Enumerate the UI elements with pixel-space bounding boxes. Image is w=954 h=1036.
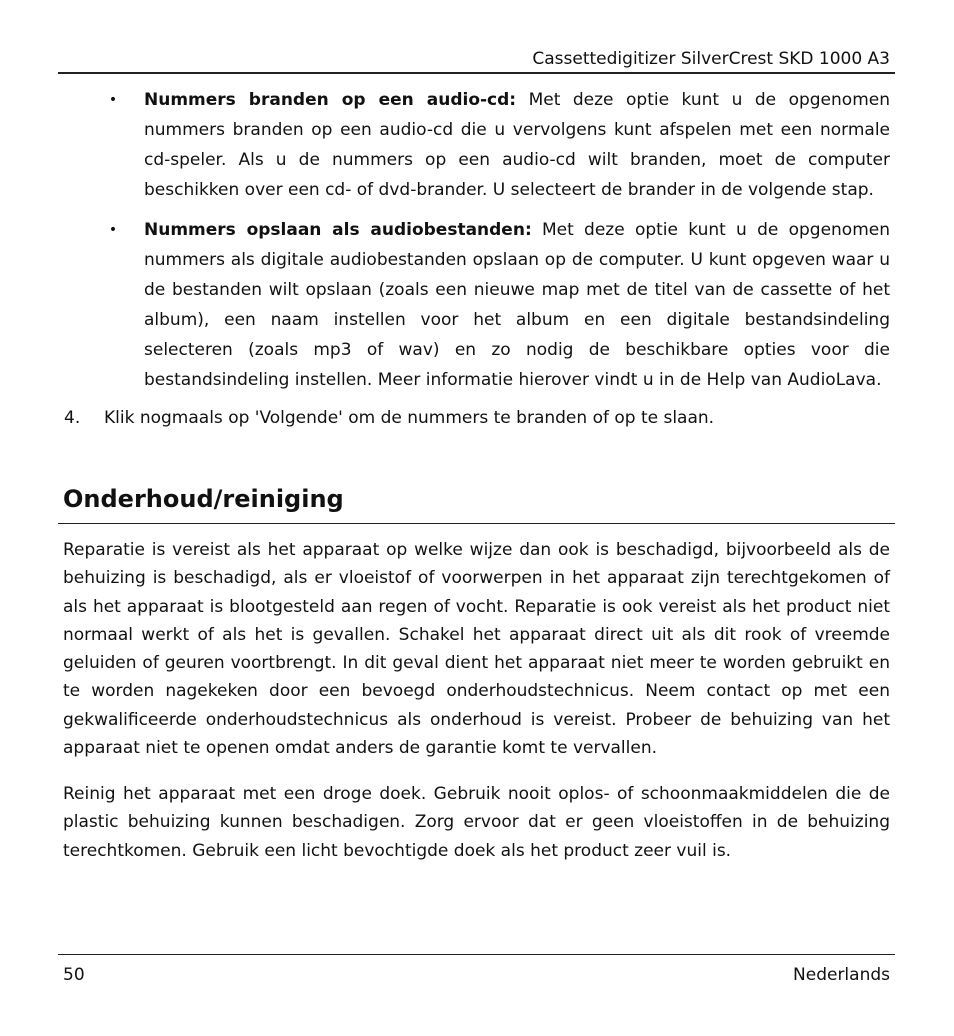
running-header: Cassettedigitizer SilverCrest SKD 1000 A3 [532, 49, 890, 69]
footer-language: Nederlands [793, 965, 890, 985]
section-rule [58, 523, 895, 524]
list-item [60, 85, 890, 205]
option-description: Met deze optie kunt u de opgenomen nummers als digitale audiobestanden opslaan op de computer. U kunt opgeven waar u de bestanden wilt opslaan (zoals een nieuwe map met de titel van de cassette of het album), een naam instellen voor het album en een digitale bestandsindeling selecteren (zoals mp3 of wav) en zo nodig de beschikbare opties voor die bestandsindeling instellen. Meer informatie hierover vindt u in de Help van AudioLava. [144, 220, 891, 390]
option-description: Met deze optie kunt u de opgenomen nummers branden op een audio-cd die u vervolgens kunt afspelen met een normale cd-speler. Als u de nummers op een audio-cd wilt branden, moet de computer beschikken over een cd- of dvd-brander. U selecteert de brander in de volgende stap. [144, 90, 890, 200]
list-item [60, 215, 890, 395]
section-heading: Onderhoud/reiniging [63, 485, 344, 513]
step-text: Klik nogmaals op 'Volgende' om de nummers te branden of op te slaan. [104, 408, 715, 428]
bullet-icon: • [108, 222, 118, 238]
body-paragraph: Reinig het apparaat met een droge doek. Gebruik nooit oplos- of schoonmaakmiddelen die de plastic behuizing kunnen beschadigen. Zorg ervoor dat er geen vloeistoffen in de behuizing terechtkomen. Gebruik een licht bevochtigde doek als het product zeer vuil is. [63, 784, 890, 861]
header-rule [58, 72, 895, 74]
page-number: 50 [63, 965, 85, 985]
step-number: 4. [64, 408, 81, 428]
option-list [60, 85, 890, 405]
footer-rule [58, 954, 895, 955]
numbered-step [64, 403, 890, 433]
option-label: Nummers opslaan als audiobestanden: [144, 220, 532, 240]
bullet-icon: • [108, 92, 118, 108]
body-paragraph: Reparatie is vereist als het apparaat op welke wijze dan ook is beschadigd, bijvoorbeeld als de behuizing is beschadigd, als er vloeistof of voorwerpen in het apparaat zijn terechtgekomen of als het apparaat is blootgesteld aan regen of vocht. Reparatie is ook vereist als het product niet normaal werkt of als het is gevallen. Schakel het apparaat direct uit als dit rook of vreemde geluiden of geuren voortbrengt. In dit geval dient het apparaat niet meer te worden gebruikt en te worden nagekeken door een bevoegd onderhoudstechnicus. Neem contact op met een gekwalificeerde onderhoudstechnicus als onderhoud is vereist. Probeer de behuizing van het apparaat niet te openen omdat anders de garantie komt te vervallen. [63, 540, 890, 759]
option-label: Nummers branden op een audio-cd: [144, 90, 517, 110]
